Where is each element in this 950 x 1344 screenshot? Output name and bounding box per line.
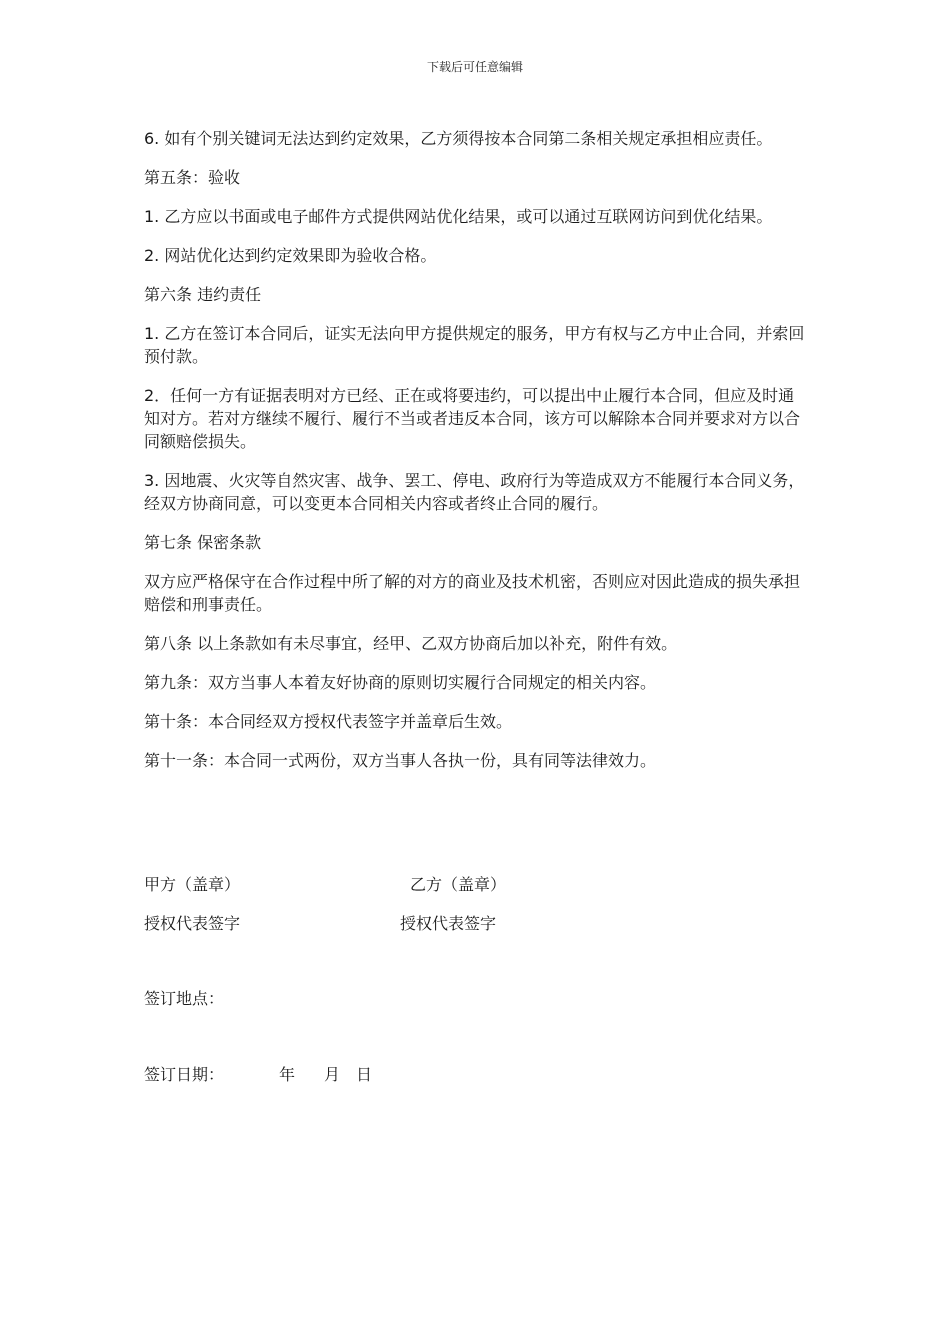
- clause-5-heading: 第五条：验收: [144, 168, 241, 187]
- date-day-label: 日: [356, 1065, 373, 1084]
- clause-11: 第十一条：本合同一式两份，双方当事人各执一份，具有同等法律效力。: [144, 751, 657, 770]
- party-b-seal-label: 乙方（盖章）: [410, 875, 507, 894]
- signing-place-label: 签订地点：: [144, 989, 225, 1008]
- clause-4-item-6: 6. 如有个别关键词无法达到约定效果，乙方须得按本合同第二条相关规定承担相应责任。: [144, 129, 773, 148]
- clause-6-item-1: 1. 乙方在签订本合同后，证实无法向甲方提供规定的服务，甲方有权与乙方中止合同，并索回预付款。: [144, 324, 805, 366]
- signing-date-label: 签订日期：: [144, 1065, 225, 1084]
- clause-6-item-3: 3. 因地震、火灾等自然灾害、战争、罢工、停电、政府行为等造成双方不能履行本合同义务，经双方协商同意，可以变更本合同相关内容或者终止合同的履行。: [144, 471, 805, 513]
- party-a-seal-label: 甲方（盖章）: [144, 875, 241, 894]
- clause-7-text: 双方应严格保守在合作过程中所了解的对方的商业及技术机密，否则应对因此造成的损失承担赔偿和刑事责任。: [144, 572, 801, 614]
- clause-5-item-2: 2. 网站优化达到约定效果即为验收合格。: [144, 246, 437, 265]
- clause-6-item-2: 2．任何一方有证据表明对方已经、正在或将要违约，可以提出中止履行本合同，但应及时通知对方。若对方继续不履行、履行不当或者违反本合同，该方可以解除本合同并要求对方以合同额赔偿损失。: [144, 386, 801, 451]
- clause-10: 第十条：本合同经双方授权代表签字并盖章后生效。: [144, 712, 513, 731]
- clause-7-heading: 第七条 保密条款: [144, 533, 262, 552]
- clause-6-heading: 第六条 违约责任: [144, 285, 262, 304]
- party-a-rep-label: 授权代表签字: [144, 914, 241, 933]
- clause-5-item-1: 1. 乙方应以书面或电子邮件方式提供网站优化结果，或可以通过互联网访问到优化结果。: [144, 207, 773, 226]
- party-b-rep-label: 授权代表签字: [400, 914, 497, 933]
- contract-body: [144, 127, 810, 788]
- clause-9: 第九条：双方当事人本着友好协商的原则切实履行合同规定的相关内容。: [144, 673, 657, 692]
- clause-8: 第八条 以上条款如有未尽事宜，经甲、乙双方协商后加以补充，附件有效。: [144, 634, 678, 653]
- date-year-label: 年: [279, 1065, 296, 1084]
- date-month-label: 月: [324, 1065, 341, 1084]
- page-header-note: 下载后可任意编辑: [426, 60, 523, 74]
